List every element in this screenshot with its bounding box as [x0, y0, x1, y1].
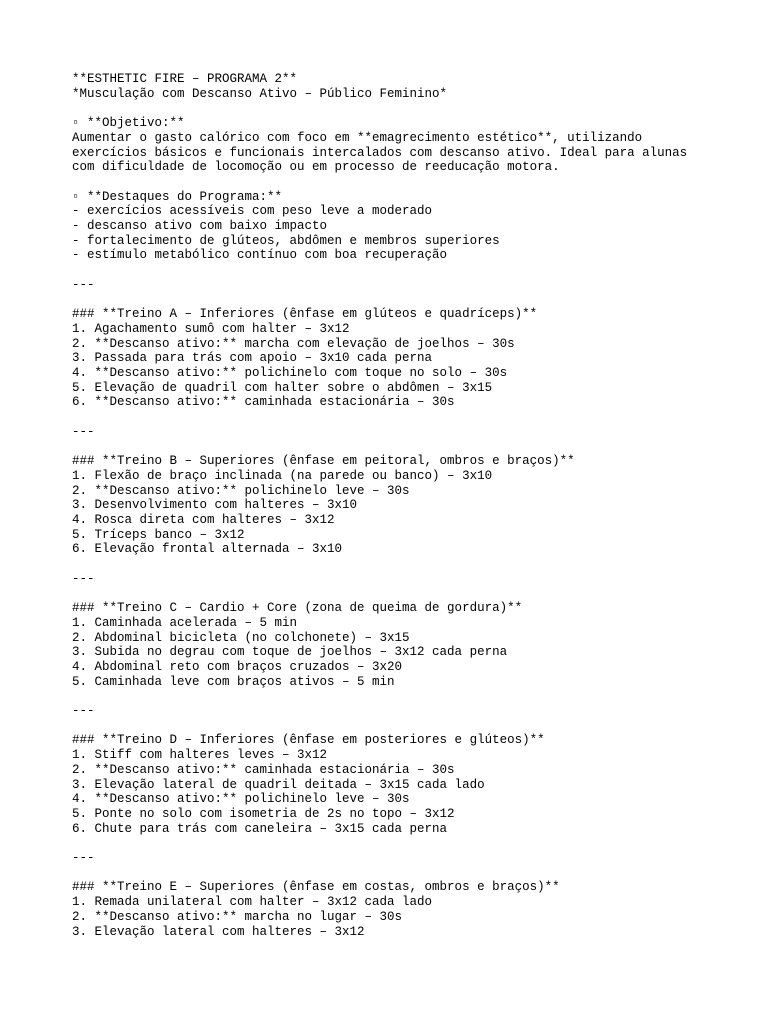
document-title: **ESTHETIC FIRE – PROGRAMA 2** [72, 72, 298, 86]
spacer [72, 440, 752, 455]
treino-c-heading: ### **Treino C – Cardio + Core (zona de queima de gordura)** [72, 601, 523, 616]
treino-d-item: 3. Elevação lateral de quadril deitada – 3x15 cada lado [72, 777, 485, 792]
treino-a-heading: ### **Treino A – Inferiores (ênfase em glúteos e quadríceps)** [72, 307, 538, 322]
treino-b-item: 1. Flexão de braço inclinada (na parede ou banco) – 3x10 [72, 468, 493, 483]
spacer [72, 719, 752, 734]
treino-e-item: 2. **Descanso ativo:** marcha no lugar – 30s [72, 909, 403, 924]
section-separator: --- [72, 851, 95, 866]
objetivo-line: Aumentar o gasto calórico com foco em **emagrecimento estético**, utilizando [72, 130, 643, 145]
treino-d-item: 1. Stiff com halteres leves – 3x12 [72, 748, 328, 763]
spacer [72, 689, 752, 704]
treino-e-item: 1. Remada unilateral com halter – 3x12 cada lado [72, 895, 433, 910]
destaques-item: - estímulo metabólico contínuo com boa recuperação [72, 248, 448, 263]
treino-b-item: 4. Rosca direta com halteres – 3x12 [72, 513, 335, 527]
treino-c-item: 2. Abdominal bicicleta (no colchonete) – 3x15 [72, 630, 410, 645]
treino-a-item: 6. **Descanso ativo:** caminhada estacionária – 30s [72, 395, 455, 410]
treino-c-item: 4. Abdominal reto com braços cruzados – 3x20 [72, 660, 403, 674]
treino-a-item: 4. **Descanso ativo:** polichinelo com toque no solo – 30s [72, 366, 508, 380]
treino-e-item: 3. Elevação lateral com halteres – 3x12 [72, 924, 365, 939]
objetivo-line: com dificuldade de locomoção ou em processo de reeducação motora. [72, 160, 560, 175]
treino-b-item: 6. Elevação frontal alternada – 3x10 [72, 542, 343, 557]
treino-c-item: 1. Caminhada acelerada – 5 min [72, 615, 298, 630]
section-separator: --- [72, 571, 95, 586]
spacer [72, 101, 752, 116]
treino-c-item: 5. Caminhada leve com braços ativos – 5 min [72, 674, 395, 689]
treino-d-item: 6. Chute para trás com caneleira – 3x15 cada perna [72, 821, 448, 836]
destaques-item: - descanso ativo com baixo impacto [72, 219, 328, 233]
destaques-item: - exercícios acessíveis com peso leve a moderado [72, 204, 433, 219]
treino-d-item: 4. **Descanso ativo:** polichinelo leve – 30s [72, 792, 410, 807]
objetivo-line: exercícios básicos e funcionais intercalados com descanso ativo. Ideal para alunas [72, 145, 688, 160]
spacer [72, 263, 752, 278]
section-separator: --- [72, 424, 95, 439]
objetivo-heading: ▫ **Objetivo:** [72, 116, 185, 131]
treino-c-item: 3. Subida no degrau com toque de joelhos – 3x12 cada perna [72, 645, 508, 660]
section-separator: --- [72, 704, 95, 719]
treino-a-item: 3. Passada para trás com apoio – 3x10 cada perna [72, 351, 433, 366]
destaques-heading: ▫ **Destaques do Programa:** [72, 189, 283, 204]
treino-a-item: 1. Agachamento sumô com halter – 3x12 [72, 321, 350, 336]
treino-d-item: 5. Ponte no solo com isometria de 2s no topo – 3x12 [72, 807, 455, 821]
treino-e-heading: ### **Treino E – Superiores (ênfase em costas, ombros e braços)** [72, 880, 560, 895]
treino-b-item: 2. **Descanso ativo:** polichinelo leve – 30s [72, 483, 410, 498]
treino-a-item: 5. Elevação de quadril com halter sobre o abdômen – 3x15 [72, 380, 493, 395]
treino-b-item: 5. Tríceps banco – 3x12 [72, 527, 245, 542]
treino-d-item: 2. **Descanso ativo:** caminhada estacionária – 30s [72, 762, 455, 777]
spacer [72, 557, 752, 572]
spacer [72, 836, 752, 851]
spacer [72, 175, 752, 190]
spacer [72, 866, 752, 881]
document-subtitle: *Musculação com Descanso Ativo – Público Feminino* [72, 86, 448, 101]
treino-d-heading: ### **Treino D – Inferiores (ênfase em posteriores e glúteos)** [72, 733, 545, 748]
document-page [72, 72, 752, 939]
treino-b-heading: ### **Treino B – Superiores (ênfase em peitoral, ombros e braços)** [72, 454, 575, 469]
treino-a-item: 2. **Descanso ativo:** marcha com elevação de joelhos – 30s [72, 336, 515, 351]
treino-b-item: 3. Desenvolvimento com halteres – 3x10 [72, 498, 358, 513]
spacer [72, 587, 752, 602]
spacer [72, 410, 752, 425]
spacer [72, 293, 752, 308]
section-separator: --- [72, 277, 95, 292]
destaques-item: - fortalecimento de glúteos, abdômen e membros superiores [72, 233, 500, 248]
